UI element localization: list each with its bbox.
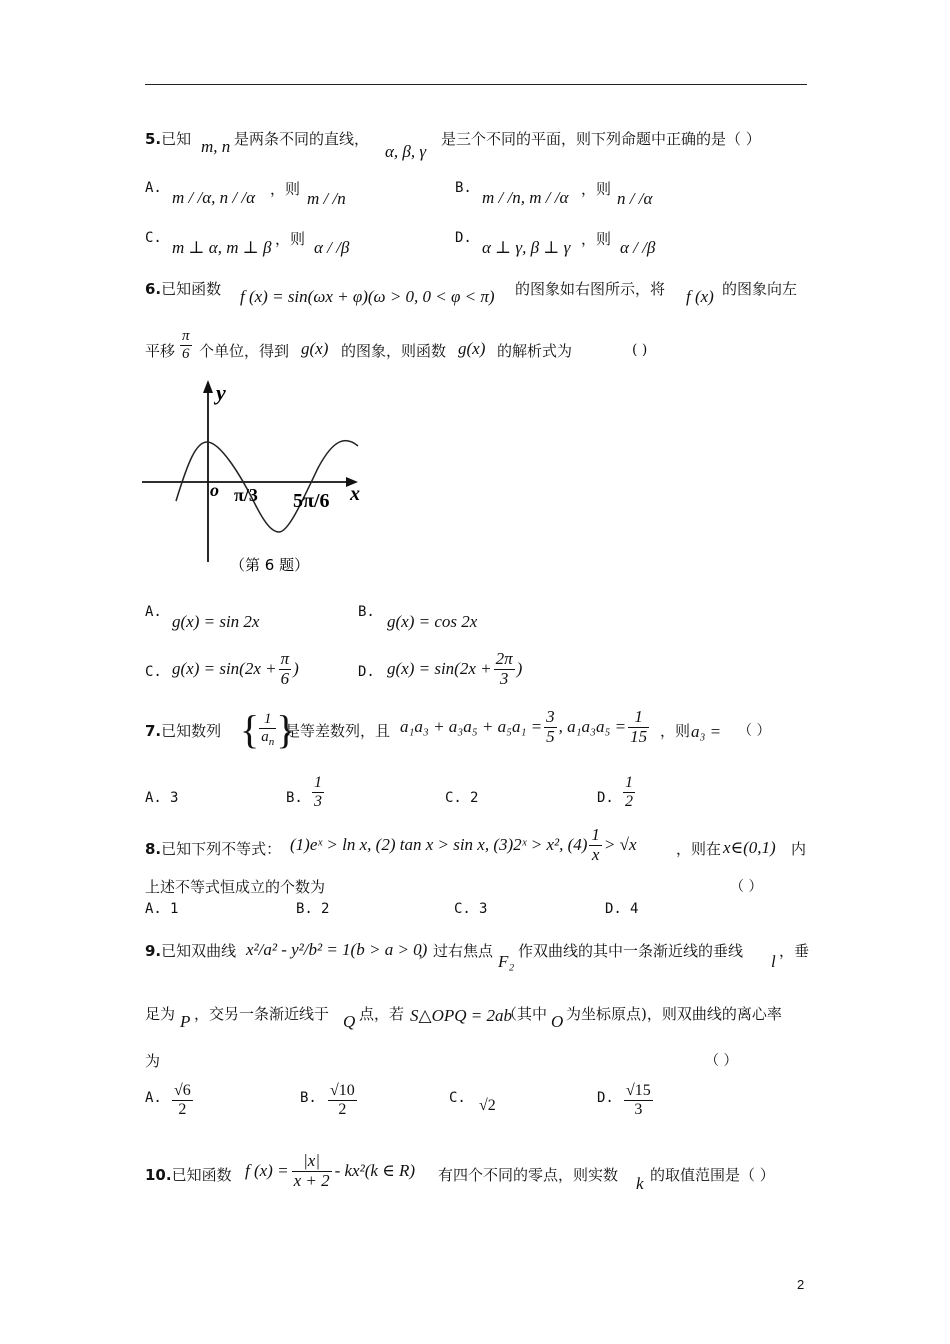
q9-stem-c: 作双曲线的其中一条渐近线的垂线 — [518, 942, 744, 960]
q5-option-c-label: C. — [145, 230, 162, 246]
q7-condition: a₁a₃ + a₃a₅ + a₅a₁ = $\frac{3}{5}$ , a₁a₃a₅ = $\frac{1}{15}$ — [400, 707, 648, 746]
graph-y-arrow — [203, 380, 213, 393]
graph-sine-curve — [176, 441, 358, 532]
q6-line2-d: 的解析式为 — [497, 342, 573, 360]
q9-stem-b: ，过右焦点 — [418, 942, 494, 960]
q8-answer-paren: （ ） — [730, 879, 763, 895]
q9-option-b-value: $\frac{√10}{2}$ — [330, 1082, 355, 1118]
q8-stem-b: ，则在 — [676, 840, 722, 858]
q6-line2-a: 平移 — [145, 342, 176, 360]
q8-option-c-label: C. — [454, 901, 471, 917]
q6-stem-b: 的图象如右图所示，将 — [515, 280, 666, 298]
q9-focus: F₂ — [498, 952, 515, 971]
q9-answer-paren: （ ） — [705, 1053, 738, 1069]
q9-option-d-value: $\frac{√15}{3}$ — [626, 1082, 651, 1118]
q7-ask: a₃ = — [691, 722, 722, 741]
q5-option-d-result: α / /β — [620, 238, 656, 257]
page-number: 2 — [797, 1277, 805, 1292]
graph-origin-label: o — [210, 480, 219, 500]
q5-option-b-then: ，则 — [581, 180, 612, 198]
q5-option-a-label: A. — [145, 180, 162, 196]
q9-option-b-label: B. — [300, 1090, 317, 1106]
q6-line2-c: 的图象，则函数 — [341, 342, 447, 360]
q7-option-c-value: 2 — [470, 790, 479, 806]
q5-stem-c: 是三个不同的平面，则下列命题中正确的是（ ） — [441, 130, 761, 148]
q6-answer-paren: ( ) — [632, 342, 648, 358]
q7-option-d-value: $\frac{1}{2}$ — [625, 774, 633, 810]
q8-option-d-label: D. — [605, 901, 622, 917]
q9-area: S△OPQ = 2ab — [410, 1006, 512, 1025]
question-10-stem: 10.已知函数 — [145, 1166, 232, 1184]
graph-caption: （第 6 题） — [230, 556, 310, 574]
graph-y-label: y — [216, 380, 226, 405]
q6-option-b-expr: g(x) = cos 2x — [387, 612, 478, 631]
q6-function: f (x) = sin(ωx + φ)(ω > 0, 0 < φ < π) — [240, 287, 495, 306]
q6-option-c-expr: g(x) = sin(2x + $\frac{\pi}{6}$ ) — [172, 649, 299, 688]
q5-stem-b: 是两条不同的直线， — [234, 130, 370, 148]
q6-option-b-label: B. — [358, 604, 375, 620]
q10-stem-b: 有四个不同的零点，则实数 — [438, 1166, 619, 1184]
q6-option-d-expr: g(x) = sin(2x + $\frac{2\pi}{3}$ ) — [387, 649, 523, 688]
q9-option-c-value: √2 — [479, 1097, 496, 1114]
q9-hyperbola-eq: x²/a² - y²/b² = 1(b > a > 0) — [246, 940, 428, 959]
q10-function: f (x) = $\frac{|x|}{x + 2}$ - kx²(k ∈ R) — [245, 1151, 416, 1190]
q6-fx: f (x) — [686, 287, 714, 306]
q5-option-d-then: ，则 — [581, 230, 612, 248]
q5-option-b-result: n / /α — [617, 189, 653, 208]
q8-inequalities: (1)eˣ > ln x, (2) tan x > sin x, (3)2ˣ > x², (4) $\frac{1}{x}$ > √x — [290, 825, 637, 864]
question-6-stem: 6.已知函数 — [145, 280, 222, 298]
q6-option-d-label: D. — [358, 664, 375, 680]
q9-line2-c: 点，若 — [359, 1005, 405, 1023]
q8-line2: 上述不等式恒成立的个数为 — [145, 878, 326, 896]
q8-option-b-label: B. — [296, 901, 313, 917]
q7-option-a-value: 3 — [170, 790, 179, 806]
graph-tick-pi-3: π/3 — [234, 485, 258, 505]
q9-line2-d: （其中 — [502, 1005, 548, 1023]
question-9-stem: 9.已知双曲线 — [145, 942, 237, 960]
q6-shift: $\frac{\pi}{6}$ — [182, 328, 190, 362]
header-rule — [145, 84, 807, 85]
q6-gx-2: g(x) — [458, 339, 486, 358]
q9-option-d-label: D. — [597, 1090, 614, 1106]
q5-option-c-result: α / /β — [314, 238, 350, 257]
q7-option-b-value: $\frac{1}{3}$ — [314, 774, 322, 810]
q7-option-d-label: D. — [597, 790, 614, 806]
q8-option-a-value: 1 — [170, 901, 179, 917]
q8-option-c-value: 3 — [479, 901, 488, 917]
q6-gx-1: g(x) — [301, 339, 329, 358]
q5-option-a-result: m / /n — [307, 189, 346, 208]
q9-point-p: P — [180, 1012, 191, 1031]
q6-option-c-label: C. — [145, 664, 162, 680]
q6-option-a-expr: g(x) = sin 2x — [172, 612, 260, 631]
graph-tick-5pi-6: 5π/6 — [293, 490, 330, 512]
q9-line-l: l — [771, 952, 776, 971]
q8-stem-c: 内 — [791, 840, 807, 858]
q9-line2-a: 足为 — [145, 1005, 176, 1023]
q10-stem-c: 的取值范围是（ ） — [650, 1166, 775, 1184]
q6-sine-graph — [140, 374, 372, 580]
q5-option-d-label: D. — [455, 230, 472, 246]
q6-line2-b: 个单位，得到 — [199, 342, 290, 360]
q9-line3: 为 — [145, 1052, 161, 1070]
q9-option-a-value: $\frac{√6}{2}$ — [174, 1082, 191, 1118]
q9-origin-o: O — [551, 1012, 564, 1031]
q7-sequence: { $\frac{1}{a_n}$ } — [240, 707, 296, 752]
q7-stem-c: ，则 — [660, 722, 691, 740]
question-8-stem: 8.已知下列不等式： — [145, 840, 282, 858]
q5-planes: α, β, γ — [385, 142, 427, 161]
q8-option-b-value: 2 — [321, 901, 330, 917]
q5-option-a-cond: m / /α, n / /α — [172, 188, 256, 207]
q6-option-a-label: A. — [145, 604, 162, 620]
q9-line2-b: ，交另一条渐近线于 — [194, 1005, 330, 1023]
q8-option-a-label: A. — [145, 901, 162, 917]
q9-stem-d: ，垂 — [779, 942, 810, 960]
q9-option-c-label: C. — [449, 1090, 466, 1106]
question-5-stem: 5.已知 — [145, 130, 192, 148]
q5-option-b-label: B. — [455, 180, 472, 196]
q5-option-c-then: ，则 — [275, 230, 306, 248]
q9-line2-e: 为坐标原点)，则双曲线的离心率 — [566, 1005, 782, 1023]
q7-option-b-label: B. — [286, 790, 303, 806]
q9-option-a-label: A. — [145, 1090, 162, 1106]
q8-option-d-value: 4 — [630, 901, 639, 917]
q10-k: k — [636, 1174, 644, 1193]
q9-point-q: Q — [343, 1012, 356, 1031]
question-7-stem: 7.已知数列 — [145, 722, 222, 740]
graph-x-label: x — [350, 483, 360, 505]
q6-stem-c: 的图象向左 — [722, 280, 798, 298]
q5-option-b-cond: m / /n, m / /α — [482, 188, 569, 207]
q7-answer-paren: （ ） — [738, 723, 771, 739]
q7-option-a-label: A. — [145, 790, 162, 806]
q5-lines: m, n — [201, 137, 231, 156]
q7-stem-b: 是等差数列，且 — [285, 722, 391, 740]
q5-option-a-then: ，则 — [270, 180, 301, 198]
q8-domain: x∈(0,1) — [723, 838, 776, 857]
q5-option-c-cond: m ⊥ α, m ⊥ β — [172, 238, 272, 257]
q7-option-c-label: C. — [445, 790, 462, 806]
q5-option-d-cond: α ⊥ γ, β ⊥ γ — [482, 238, 571, 257]
